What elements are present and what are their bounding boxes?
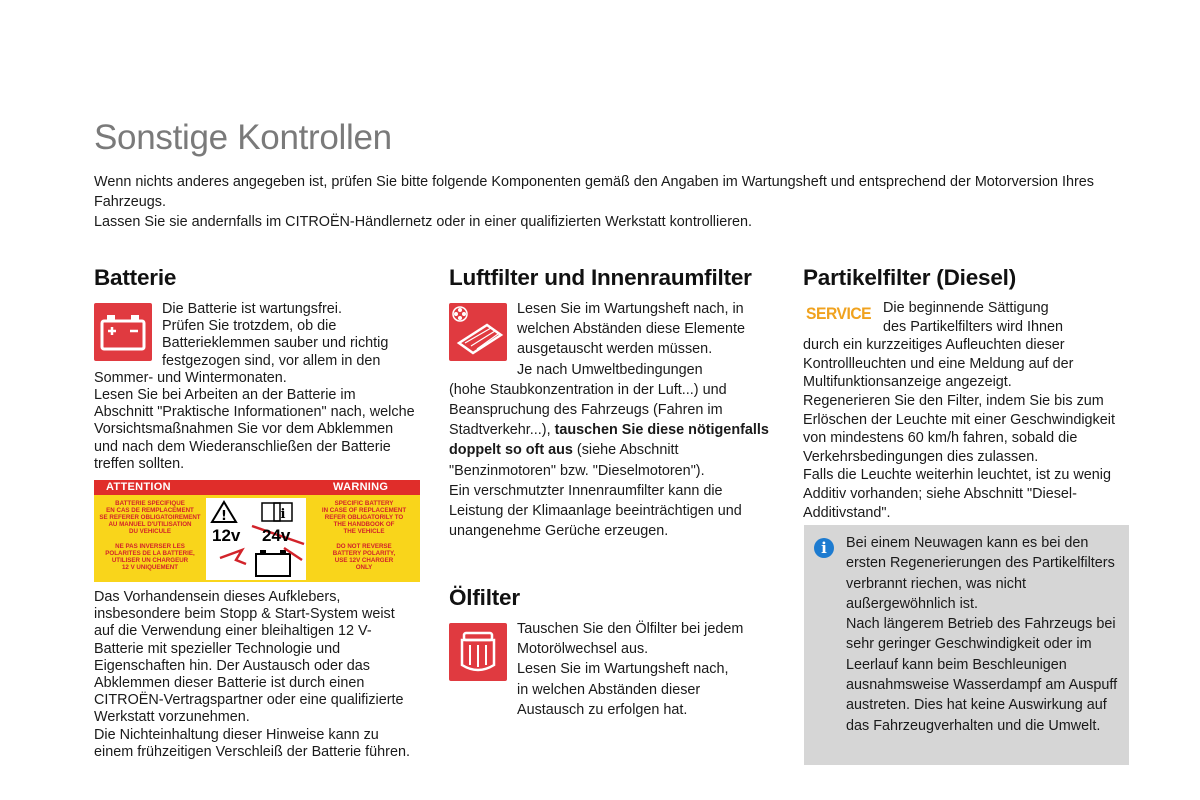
sticker-left-top: BATTERIE SPECIFIQUE EN CAS DE REMPLACEMENT SE REFERER OBLIGATOIREMENT AU MANUEL D'UTILISATION DU VEHICULE	[99, 500, 201, 535]
particle-text: Die beginnende Sättigung des Partikelfilters wird Ihnen durch ein kurzzeitiges Aufleuchten dieser Kontrollleuchten und eine Meldung auf der Multifunktionsanzeige angezeigt. Regenerieren Sie den Filter, indem Sie bis zum Erlöschen der Leuchte mit einer Geschwindigkeit von mindestens 60 km/h fahren, sobald die Verkehrsbedingungen dies zulassen. Falls die Leuchte weiterhin leuchtet, ist zu wenig Additiv vorhanden; siehe Abschnitt "Diesel-Additivstand".	[803, 299, 1133, 522]
particle-heading: Partikelfilter (Diesel)	[803, 265, 1016, 290]
airfilter-text-3: Ein verschmutzter Innenraumfilter kann die Leistung der Klimaanlage beeinträchtigen und unangenehme Gerüche erzeugen.	[449, 482, 742, 540]
service-warning-icon: SERVICE	[806, 304, 872, 323]
airfilter-text: Lesen Sie im Wartungsheft nach, in welchen Abständen diese Elemente ausgetauscht werden müssen. Je nach Umweltbedingungen (hohe Staubkonzentration in der Luft...) und Beanspruchung des Fahrzeugs (Fahren im Stadtverkehr...), tauschen Sie diese nötigenfalls doppelt so oft aus (siehe Abschnitt "Benzinmotoren" bzw. "Dieselmotoren"). Ein verschmutzter Innenraumfilter kann die Leistung der Klimaanlage beeinträchtigen und unangenehme Gerüche erzeugen.	[449, 299, 779, 541]
sticker-attention-label: ATTENTION	[106, 481, 171, 493]
sticker-warning-label: WARNING	[333, 481, 389, 493]
sticker-right-bottom: DO NOT REVERSE BATTERY POLARITY, USE 12V CHARGER ONLY	[332, 543, 396, 571]
svg-text:i: i	[280, 507, 286, 522]
oilfilter-text: Tauschen Sie den Ölfilter bei jedem Motorölwechsel aus. Lesen Sie im Wartungsheft nach, in welchen Abständen dieser Austausch zu erfolgen hat.	[517, 621, 744, 718]
intro-text	[94, 172, 1144, 232]
battery-text-3: Das Vorhandensein dieses Aufklebers, insbesondere beim Stopp & Start-System weist auf die Verwendung einer bleihaltigen 12 V-Batterie mit spezieller Technologie und Eigenschaften hin. Der Austausch oder das Abklemmen dieser Batterie ist durch einen CITROËN-Vertragspartner oder eine qualifizierte Werkstatt vorzunehmen. Die Nichteinhaltung dieser Hinweise kann zu einem frühzeitigen Verschleiß der Batterie führen.	[94, 589, 418, 761]
sticker-right-top: SPECIFIC BATTERY IN CASE OF REPLACEMENT REFER OBLIGATORILY TO THE HANDBOOK OF THE VEHICLE	[321, 500, 407, 535]
particle-text-3: Falls die Leuchte weiterhin leuchtet, ist zu wenig Additiv vorhanden; siehe Abschnitt "Diesel-Additivstand".	[803, 467, 1111, 521]
intro-paragraph-1: Wenn nichts anderes angegeben ist, prüfen Sie bitte folgende Komponenten gemäß den Angaben im Wartungsheft und entsprechend der Motorversion Ihres Fahrzeugs.	[94, 174, 1094, 210]
battery-warning-sticker	[94, 480, 420, 582]
info-note-text: Bei einem Neuwagen kann es bei den ersten Regenerierungen des Partikelfilters verbrannt riechen, was nicht außergewöhnlich ist. Nach längerem Betrieb des Fahrzeugs bei sehr geringer Geschwindigkeit oder im Leerlauf kann beim Beschleunigen ausnahmsweise Wasserdampf am Auspuff austreten. Dies hat keine Auswirkung auf das Fahrzeugverhalten und die Umwelt.	[846, 535, 1118, 734]
airfilter-heading: Luftfilter und Innenraumfilter	[449, 265, 752, 290]
sticker-pictogram	[206, 498, 306, 580]
intro-paragraph-2: Lassen Sie sie andernfalls im CITROËN-Händlernetz oder in einer qualifizierten Werkstatt kontrollieren.	[94, 214, 752, 230]
oilfilter-heading: Ölfilter	[449, 585, 520, 610]
battery-text-4: Die Nichteinhaltung dieser Hinweise kann zu einem frühzeitigen Verschleiß der Batterie führen.	[94, 726, 410, 760]
battery-text-1: Die Batterie ist wartungsfrei. Prüfen Sie trotzdem, ob die Batterieklemmen sauber und richtig festgezogen sind, vor allem in den Sommer- und Wintermonaten. Lesen Sie bei Arbeiten an der Batterie im Abschnitt "Praktische Informationen" nach, welche Vorsichtsmaßnahmen Sie vor dem Abklemmen und nach dem Wiederanschließen der Batterie treffen sollten.	[94, 301, 415, 472]
sticker-left-bottom: NE PAS INVERSER LES POLARITES DE LA BATTERIE, UTILISER UN CHARGEUR 12 V UNIQUEMENT	[105, 543, 195, 571]
battery-heading: Batterie	[94, 265, 177, 290]
sticker-12v: 12v	[212, 526, 241, 545]
page-title: Sonstige Kontrollen	[94, 118, 392, 157]
battery-text-2: Lesen Sie bei Arbeiten an der Batterie im Abschnitt "Praktische Informationen" nach, welche Vorsichtsmaßnahmen Sie vor dem Abklemmen und nach dem Wiederanschließen der Batterie treffen sollten.	[94, 387, 415, 472]
svg-text:!: !	[221, 509, 227, 524]
airfilter-emphasis: tauschen Sie diese nötigenfalls doppelt so oft aus	[449, 422, 769, 459]
info-icon: i	[814, 538, 834, 558]
info-note-box	[804, 525, 1129, 765]
particle-text-2: Regenerieren Sie den Filter, indem Sie bis zum Erlöschen der Leuchte mit einer Geschwindigkeit von mindestens 60 km/h fahren, sobald die Verkehrsbedingungen dies zulassen.	[803, 392, 1115, 465]
sticker-24v: 24v	[262, 526, 291, 545]
